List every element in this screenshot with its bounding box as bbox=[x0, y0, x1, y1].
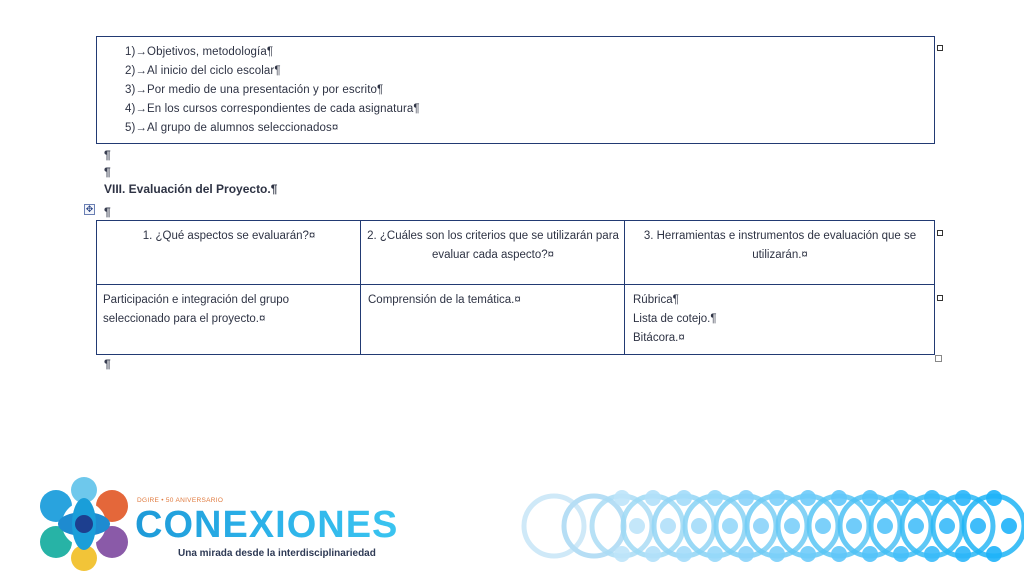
paragraph-mark: ¶ bbox=[104, 357, 111, 371]
paragraph-mark: ¶ bbox=[104, 165, 111, 179]
evaluation-table bbox=[96, 220, 935, 355]
list-item: 5)→Al grupo de alumnos seleccionados¤ bbox=[125, 122, 339, 134]
table-move-handle-icon[interactable]: ✥ bbox=[85, 204, 94, 214]
table-header-cell: 1. ¿Qué aspectos se evaluarán?¤ bbox=[142, 230, 316, 242]
table-header-cell: 2. ¿Cuáles son los criterios que se utilizarán para evaluar cada aspecto?¤ bbox=[367, 230, 619, 261]
list-item: 4)→En los cursos correspondientes de cada asignatura¶ bbox=[125, 103, 420, 115]
end-of-row-mark bbox=[937, 295, 943, 301]
table-cell-instruments bbox=[633, 291, 923, 348]
table-cell: Participación e integración del grupo seleccionado para el proyecto.¤ bbox=[103, 294, 290, 325]
list-item: 1)→Objetivos, metodología¶ bbox=[125, 46, 274, 58]
decorative-pattern bbox=[512, 476, 1024, 576]
instrument-item: Lista de cotejo.¶ bbox=[633, 313, 717, 325]
paragraph-mark: ¶ bbox=[104, 205, 111, 219]
table-cell: Comprensión de la temática.¤ bbox=[368, 294, 521, 306]
table-resize-handle-icon[interactable] bbox=[935, 355, 942, 362]
section-heading: VIII. Evaluación del Proyecto.¶ bbox=[104, 182, 278, 196]
conexiones-logo-icon bbox=[36, 476, 132, 572]
table-header-cell: 3. Herramientas e instrumentos de evaluación que se utilizarán.¤ bbox=[643, 230, 917, 261]
end-of-row-mark bbox=[937, 230, 943, 236]
list-item: 3)→Por medio de una presentación y por escrito¶ bbox=[125, 84, 384, 96]
instrument-item: Rúbrica¶ bbox=[633, 294, 679, 306]
brand-tagline: Una mirada desde la interdisciplinariedad bbox=[178, 548, 376, 559]
end-of-row-mark bbox=[937, 45, 943, 51]
brand-name: CONEXIONES bbox=[135, 504, 399, 546]
instrument-item: Bitácora.¤ bbox=[633, 332, 685, 344]
objectives-table bbox=[96, 36, 935, 144]
paragraph-mark: ¶ bbox=[104, 148, 111, 162]
list-item: 2)→Al inicio del ciclo escolar¶ bbox=[125, 65, 281, 77]
brand-subtitle: DGIRE • 50 ANIVERSARIO bbox=[137, 497, 224, 504]
objectives-list bbox=[125, 43, 420, 138]
